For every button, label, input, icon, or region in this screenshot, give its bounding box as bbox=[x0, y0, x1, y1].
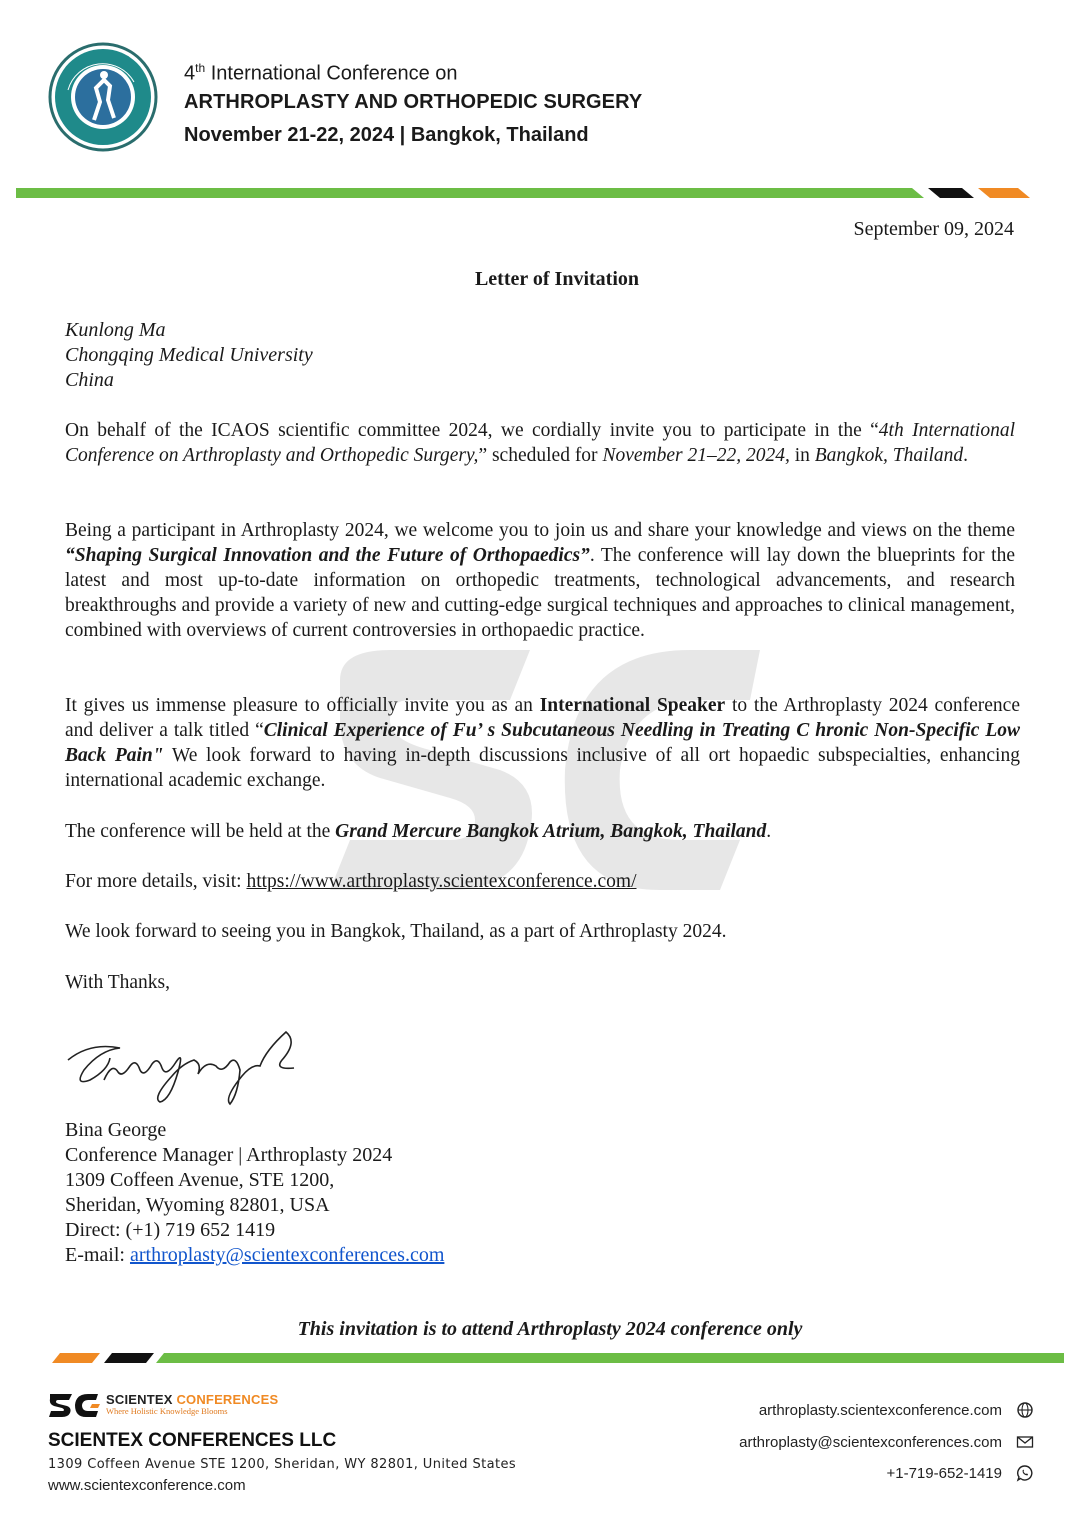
footer-brand bbox=[106, 1392, 278, 1416]
paragraph-invitation: On behalf of the ICAOS scientific committee 2024, we cordially invite you to participate in the “4th International Conference on Arthroplasty and Orthopedic Surgery,” scheduled for November 21–22, 2024, in Bangkok, Thailand. bbox=[65, 420, 1016, 466]
letter-date: September 09, 2024 bbox=[853, 218, 1014, 240]
conference-header bbox=[184, 56, 642, 152]
signer-title: Conference Manager | Arthroplasty 2024 bbox=[65, 1144, 393, 1166]
paragraph-closing: We look forward to seeing you in Bangkok, Thailand, as a part of Arthroplasty 2024. bbox=[65, 921, 727, 942]
signer-address-line-1: 1309 Coffeen Avenue, STE 1200, bbox=[65, 1169, 335, 1191]
scientex-logo-icon bbox=[48, 1392, 100, 1418]
footer-address: 1309 Coffeen Avenue STE 1200, Sheridan, WY 82801, United States bbox=[48, 1457, 517, 1472]
signer-name: Bina George bbox=[65, 1119, 167, 1141]
brand-name: SCIENTEX CONFERENCES bbox=[106, 1392, 279, 1407]
envelope-icon bbox=[1016, 1433, 1034, 1451]
letter-title: Letter of Invitation bbox=[474, 268, 640, 290]
signer-block bbox=[65, 1118, 444, 1268]
recipient-name: Kunlong Ma bbox=[65, 319, 166, 341]
recipient-country: China bbox=[65, 369, 114, 391]
invitation-note: This invitation is to attend Arthroplasty 2024 conference only bbox=[297, 1318, 803, 1340]
footer-company-name: SCIENTEX CONFERENCES LLC bbox=[48, 1430, 337, 1451]
footer-contact-web-text[interactable]: arthroplasty.scientexconference.com bbox=[758, 1401, 1002, 1419]
paragraph-theme: Being a participant in Arthroplasty 2024, we welcome you to join us and share your knowledge and views on the theme “Shaping Surgical Innovation and the Future of Orthopaedics”. The conference will lay down the blueprints for the latest and most up-to-date information on orthopedic treatments, technological advancements, and research breakthroughs and provide a variety of new and cutting-edge surgical techniques and approaches to clinical management, combined with overviews of current controversies in orthopaedic practice. bbox=[65, 520, 1015, 641]
conference-prefix: 4th International Conference on bbox=[184, 61, 458, 85]
conference-dates-location: November 21-22, 2024 | Bangkok, Thailand bbox=[184, 123, 589, 146]
paragraph-details: For more details, visit: https://www.arthroplasty.scientexconference.com/ bbox=[65, 871, 637, 892]
footer-divider bbox=[0, 1350, 1080, 1366]
recipient-institution: Chongqing Medical University bbox=[65, 344, 313, 366]
globe-icon bbox=[1016, 1401, 1034, 1419]
conference-website-link[interactable]: https://www.arthroplasty.scientexconference.com/ bbox=[246, 871, 637, 892]
signer-email-line: E-mail: arthroplasty@scientexconferences.com bbox=[65, 1244, 445, 1266]
signer-email-link[interactable]: arthroplasty@scientexconferences.com bbox=[129, 1244, 445, 1266]
whatsapp-icon bbox=[1016, 1464, 1034, 1482]
footer-contact-phone-text[interactable]: +1-719-652-1419 bbox=[886, 1464, 1002, 1482]
paragraph-venue: The conference will be held at the Grand Mercure Bangkok Atrium, Bangkok, Thailand. bbox=[65, 821, 772, 842]
signer-phone: Direct: (+1) 719 652 1419 bbox=[65, 1219, 276, 1241]
closing-salutation: With Thanks, bbox=[65, 972, 171, 993]
footer-contact-web bbox=[759, 1401, 1034, 1419]
conference-name: ARTHROPLASTY AND ORTHOPEDIC SURGERY bbox=[184, 90, 643, 113]
footer-contact-phone bbox=[886, 1464, 1034, 1482]
handwritten-signature bbox=[60, 1020, 310, 1110]
conference-logo bbox=[48, 42, 158, 152]
recipient-block bbox=[65, 318, 313, 393]
footer-website: www.scientexconference.com bbox=[48, 1477, 246, 1494]
footer-contact-email bbox=[739, 1433, 1034, 1451]
signer-address-line-2: Sheridan, Wyoming 82801, USA bbox=[65, 1194, 330, 1216]
paragraph-speaker: It gives us immense pleasure to officially invite you as an International Speaker to the Arthroplasty 2024 conference and deliver a talk titled “Clinical Experience of Fu’ s Subcutaneous Needling in Treating C hronic Non-Specific Low Back Pain" We look forward to having in-depth discussions inclusive of all ort hopaedic subspecialties, enhancing international academic exchange. bbox=[65, 695, 1020, 791]
header-divider bbox=[0, 185, 1080, 201]
footer-contact-email-text[interactable]: arthroplasty@scientexconferences.com bbox=[739, 1433, 1002, 1451]
brand-tagline: Where Holistic Knowledge Blooms bbox=[106, 1406, 228, 1416]
